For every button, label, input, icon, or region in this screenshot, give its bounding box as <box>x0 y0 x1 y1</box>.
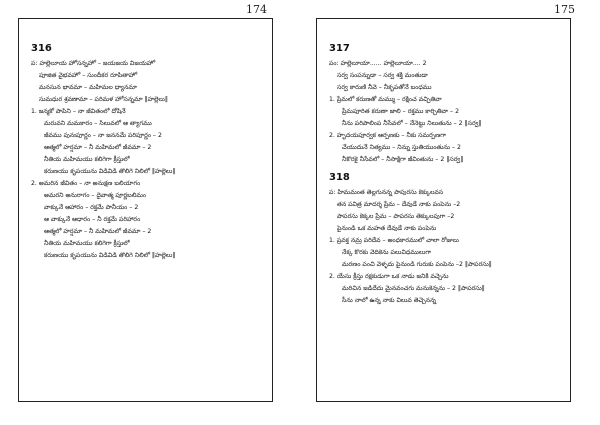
verse-line: నీకొరకై నీసేవలో – నీసాక్షిగా జీవింతును – 2 ‖సర్వ‖ <box>342 156 464 163</box>
verse-line: ప్రేమపూరిత కరుణా జాలి – రక్తము కార్చితివా – 2 <box>342 108 460 115</box>
verse-line: 2. హృదయపూర్వక ఆర్పణకు – నీకు సమర్పణగా <box>329 132 446 139</box>
verse-line: మరణం పంచి వెళ్ళదు పైనుండి గురుకు పంపెను –2 ‖పాపరసు‖ <box>342 261 492 268</box>
verse-line: మరిచిన జడిదేదు మైనవంచగు మనుకెన్నను – 2 ‖పాపరసు‖ <box>342 285 485 292</box>
verse-line: అమరని అనురాగం – దైవాత్మ పూర్ణబలిమం <box>44 192 147 199</box>
verse-line: నీను పరిపాలింప నీసేవలో – నేనెట్టు నిలుతును – 2 ‖సర్వ‖ <box>342 120 482 127</box>
left-page <box>18 18 273 402</box>
verse-line: చేయుదునే నిత్యము – నిన్ను స్తుతియుంతును – 2 <box>342 144 461 151</box>
song-318 <box>329 172 564 307</box>
verse-line: 1. ప్రవక్త నమ్ర పరిదేవ – అంధకారములో చాలా రోజులు <box>329 237 459 244</box>
refrain-line: సర్వ సంపన్నుడా – సర్వ శక్తి మంతుడా <box>337 72 428 79</box>
song-number: 316 <box>31 43 52 54</box>
song-317 <box>329 43 564 166</box>
right-page <box>316 18 571 402</box>
verse-line: నీతియ మహిమయు కలిగెగా క్రీస్తులో <box>44 240 130 247</box>
verse-line: 1. జన్మకో పాపిని – నా జీవితంలో దోషినే <box>31 108 126 115</box>
song-316 <box>31 43 266 262</box>
refrain-line: పైనుండి ఒక మహత దేవుడే నాకు పంపెను <box>337 225 437 232</box>
verse-line: కరుణయు కృపయును విడివిడి తొలిగె నిలిలో ‖హల్లెలు‖ <box>44 168 176 175</box>
song-number: 317 <box>329 43 350 54</box>
song-number: 318 <box>329 172 350 183</box>
verse-line: ఆత్మలో హర్షమా – నీ మహిమలో జీవమా – 2 <box>44 144 152 151</box>
verse-line: 1. ప్రేమలో కరుణతో మమ్ము – రక్షించ వచ్చితివా <box>329 96 442 103</box>
refrain-line: తన పవిత్ర మాదర్శ ప్రేమ – దేవుడే నాకు పంపెను –2 <box>337 201 461 208</box>
verse-line: మరువని మమకారం – సిలువలో ఆ త్యాగము <box>44 120 152 127</box>
verse-line: 2. యేసు క్రీస్తు రక్షకుడుగా ఒక నాడు జనికి వచ్చెను <box>329 273 449 280</box>
refrain-line: పాపరసు కెక్కల ప్రేమ – పాపరసు తెక్కులపుగా –2 <box>337 213 455 220</box>
refrain-line: పం: హల్లెలూయా...... హల్లెలూయా.... 2 <box>329 60 427 67</box>
verse-line: వాక్కునే ఆహారం – రక్తమే పానీయం – 2 <box>44 204 139 211</box>
refrain-line: సర్వ కారుణి నీవె – నీకృపతోనే బంధము <box>337 84 432 91</box>
verse-line: నేక్క కొరకు వెదికెను పలువిధములుగా <box>342 249 432 256</box>
refrain-line: ప: హల్లెలూయ హోసన్నహో – జయజయ విజయహో <box>31 60 156 67</box>
verse-line: సీను నాలో ఉన్న నాకు విలువ తెచ్చెనన్న <box>342 297 437 304</box>
refrain-line: మనసున భావమా – మహిమల ధ్యానమా <box>39 84 137 91</box>
verse-line: 2. అమరిన జీవితం – నా అనుక్షణ బలియాగం <box>31 180 141 187</box>
left-page-number: 174 <box>246 3 267 16</box>
verse-line: నీతియ మహిమయు కలిగెగా క్రీస్తులో <box>44 156 130 163</box>
verse-line: ఆత్మలో హర్షమా – నీ మహిమలో జీవమా – 2 <box>44 228 152 235</box>
right-page-number: 175 <box>554 3 575 16</box>
verse-line: జీవము పునఃపూర్ణం – నా జననమే పరిపూర్ణం – 2 <box>44 132 162 139</box>
refrain-line: పూజిత వైభవహో – సుందీకర రూపితాహో <box>39 72 138 79</box>
refrain-line: సుమధుర శ్రవణామా – పరిమళ హోసన్నమా ‖హల్లెలు‖ <box>39 96 169 103</box>
verse-line: కరుణయు కృపయును విడివిడి తొలిగె నిలిలో ‖హల్లెలు‖ <box>44 252 176 259</box>
verse-line: ఆ వాక్కునే ఆధారం – నీ రక్తమే పరిహారం <box>44 216 141 223</box>
refrain-line: ప: హిమమంత తెల్లగునన్న పాపురసు కెక్కులవస <box>329 189 444 196</box>
